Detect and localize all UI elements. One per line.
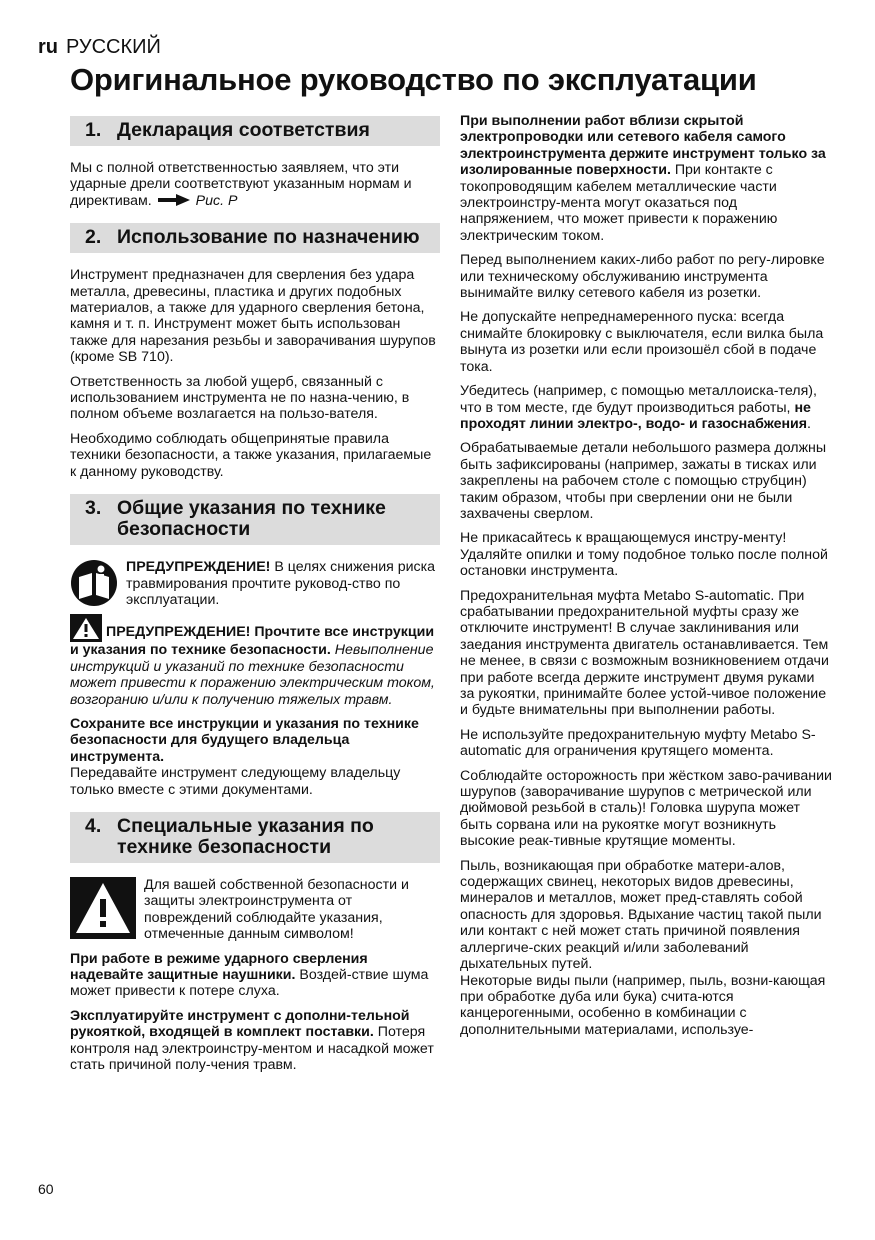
language-code: ru <box>38 36 58 58</box>
section-2-heading <box>70 223 440 253</box>
bold-text: При работе в режиме ударного сверления надевайте защитные наушники. <box>70 950 368 983</box>
bold-text: не проходят линии электро-, водо- и газоснабжения <box>460 399 811 432</box>
warning-triangle-icon <box>70 614 102 642</box>
warning-text: Невыполнение инструкций и указаний по технике безопасности может привести к поражению электрическим током, возгоранию и/или к получению тяжелых травм. <box>70 642 435 708</box>
paragraph <box>70 1008 440 1074</box>
paragraph: Обрабатываемые детали небольшого размера должны быть зафиксированы (например, зажаты в тисках или закреплены на рабочем столе с помощью струбцин) таким образом, чтобы при сверлении они не были захвачены сверлом. <box>460 440 827 522</box>
safety-instructions-warning <box>70 614 440 708</box>
arrow-right-icon <box>158 193 190 207</box>
paragraph <box>70 951 440 1000</box>
paragraph: Инструмент предназначен для сверления без удара металла, древесины, пластика и других подобных материалов, а также для ударного сверления бетона, камня и т. п. Инструмент может быть использован также для нарезания резьбы и заворачивания шурупов (кроме SB 710). <box>70 267 436 366</box>
section-3-heading <box>70 494 440 545</box>
paragraph: Не прикасайтесь к вращающемуся инстру-менту! Удаляйте опилки и тому подобное только после полной остановки инструмента. <box>460 530 828 580</box>
section-title: Специальные указания по технике безопасности <box>117 814 374 858</box>
language-label <box>38 36 161 59</box>
safety-symbol-note <box>70 877 440 943</box>
symbol-explanation: Для вашей собственной безопасности и защиты электроинструмента от повреждений соблюдайте указания, отмеченные данным символом! <box>144 876 409 943</box>
paragraph <box>460 383 832 432</box>
section-1-heading <box>70 116 440 146</box>
read-manual-warning <box>70 559 440 608</box>
read-manual-icon <box>70 559 118 607</box>
page-title: Оригинальное руководство по эксплуатации <box>70 62 757 97</box>
declaration-text: Мы с полной ответственностью заявляем, что эти ударные дрели соответствуют указанным нормам и директивам. <box>70 160 412 209</box>
body-text: При контакте с токопроводящим кабелем металлические части электроинстру-мента могут оказаться под напряжением, что может привести к поражению электрическим током. <box>460 162 778 244</box>
bold-text: При выполнении работ вблизи скрытой электропроводки или сетевого кабеля самого электроинструмента держите инструмент только за изолированные поверхности. <box>460 113 826 179</box>
section-4-heading <box>70 812 440 863</box>
body-text: Потеря контроля над электроинстру-ментом и насадкой может стать причиной полу-чения травм. <box>70 1024 434 1074</box>
body-text: . <box>807 415 811 432</box>
warning-label: ПРЕДУПРЕЖДЕНИЕ! Прочтите все инструкции и указания по технике безопасности. <box>70 624 435 659</box>
declaration-paragraph <box>70 160 440 209</box>
section-number: 4. <box>85 814 102 837</box>
paragraph: Соблюдайте осторожность при жёстком заво-рачивании шурупов (заворачивание шурупов с метрической или дюймовой резьбой в сталь)! Головка шурупа может быть сорвана или на рукоятке могут возникнуть высокие реак-тивные крутящие моменты. <box>460 767 832 850</box>
paragraph: Перед выполнением каких-либо работ по регу-лировке или техническому обслуживанию инструмента вынимайте вилку сетевого кабеля из розетки. <box>460 252 825 302</box>
right-column <box>460 113 832 1046</box>
paragraph: Некоторые виды пыли (например, пыль, возни-кающая при обработке дуба или бука) счита-ются канцерогенными, особенно в комбинации с дополнительными материалами, используе- <box>460 972 826 1038</box>
paragraph: Предохранительная муфта Metabo S-automatic. При срабатывании предохранительной муфты сразу же отключите инструмент! В случае заклинивания или заедания инструмента двигатель останавливается. Тем не менее, в связи с возможным возникновением отдачи при работе всегда держите инструмент двумя руками за рукоятки, принимайте более устой-чивое положение и будьте внимательны при выполнении работы. <box>460 587 829 719</box>
paragraph: Необходимо соблюдать общепринятые правила техники безопасности, а также указания, прилагаемые к данному руководству. <box>70 430 432 480</box>
section-title: Использование по назначению <box>117 226 420 249</box>
bold-text: Эксплуатируйте инструмент с дополни-тельной рукояткой, входящей в комплект поставки. <box>70 1007 410 1041</box>
left-column <box>70 116 440 1081</box>
paragraph: Пыль, возникающая при обработке матери-алов, содержащих свинец, некоторых видов древесины, минералов и металлов, может пред-ставлять собой опасность для здоровья. Вдыхание частиц такой пыли или контакт с ней может стать причиной появления аллергиче-ских реакций и/или заболеваний дыхательных путей. <box>460 857 822 973</box>
paragraph <box>460 113 832 244</box>
keep-instructions-label: Сохраните все инструкции и указания по технике безопасности для будущего владельца инструмента. <box>70 715 419 765</box>
warning-triangle-icon <box>70 877 136 939</box>
body-text: Убедитесь (например, с помощью металлоиска-теля), что в том месте, где будут производиться работы, <box>460 383 817 416</box>
page-number: 60 <box>38 1181 54 1197</box>
section-title: Декларация соответствия <box>117 119 370 141</box>
paragraph: Не допускайте непреднамеренного пуска: всегда снимайте блокировку с выключателя, если вилка была вынута из розетки или если произошёл сбой в подаче тока. <box>460 309 824 375</box>
paragraph: Ответственность за любой ущерб, связанный с использованием инструмента не по назна-чению, в полном объеме возлагается на пользо-вателя. <box>70 373 410 423</box>
section-number: 3. <box>85 497 102 520</box>
section-number: 2. <box>85 226 102 249</box>
section-number: 1. <box>85 119 102 141</box>
language-name: РУССКИЙ <box>66 36 161 58</box>
paragraph: Передавайте инструмент следующему владельцу только вместе с этими документами. <box>70 765 401 798</box>
paragraph: Не используйте предохранительную муфту Metabo S-automatic для ограничения крутящего момента. <box>460 726 816 760</box>
figure-reference: Рис. P <box>195 192 238 209</box>
section-title: Общие указания по технике безопасности <box>117 497 386 541</box>
warning-text: В целях снижения риска травмирования прочтите руковод-ство по эксплуатации. <box>126 559 436 608</box>
warning-label: ПРЕДУПРЕЖДЕНИЕ! <box>126 559 271 576</box>
body-text: Воздей-ствие шума может привести к потере слуха. <box>70 967 429 1000</box>
keep-instructions-bold <box>70 716 440 765</box>
